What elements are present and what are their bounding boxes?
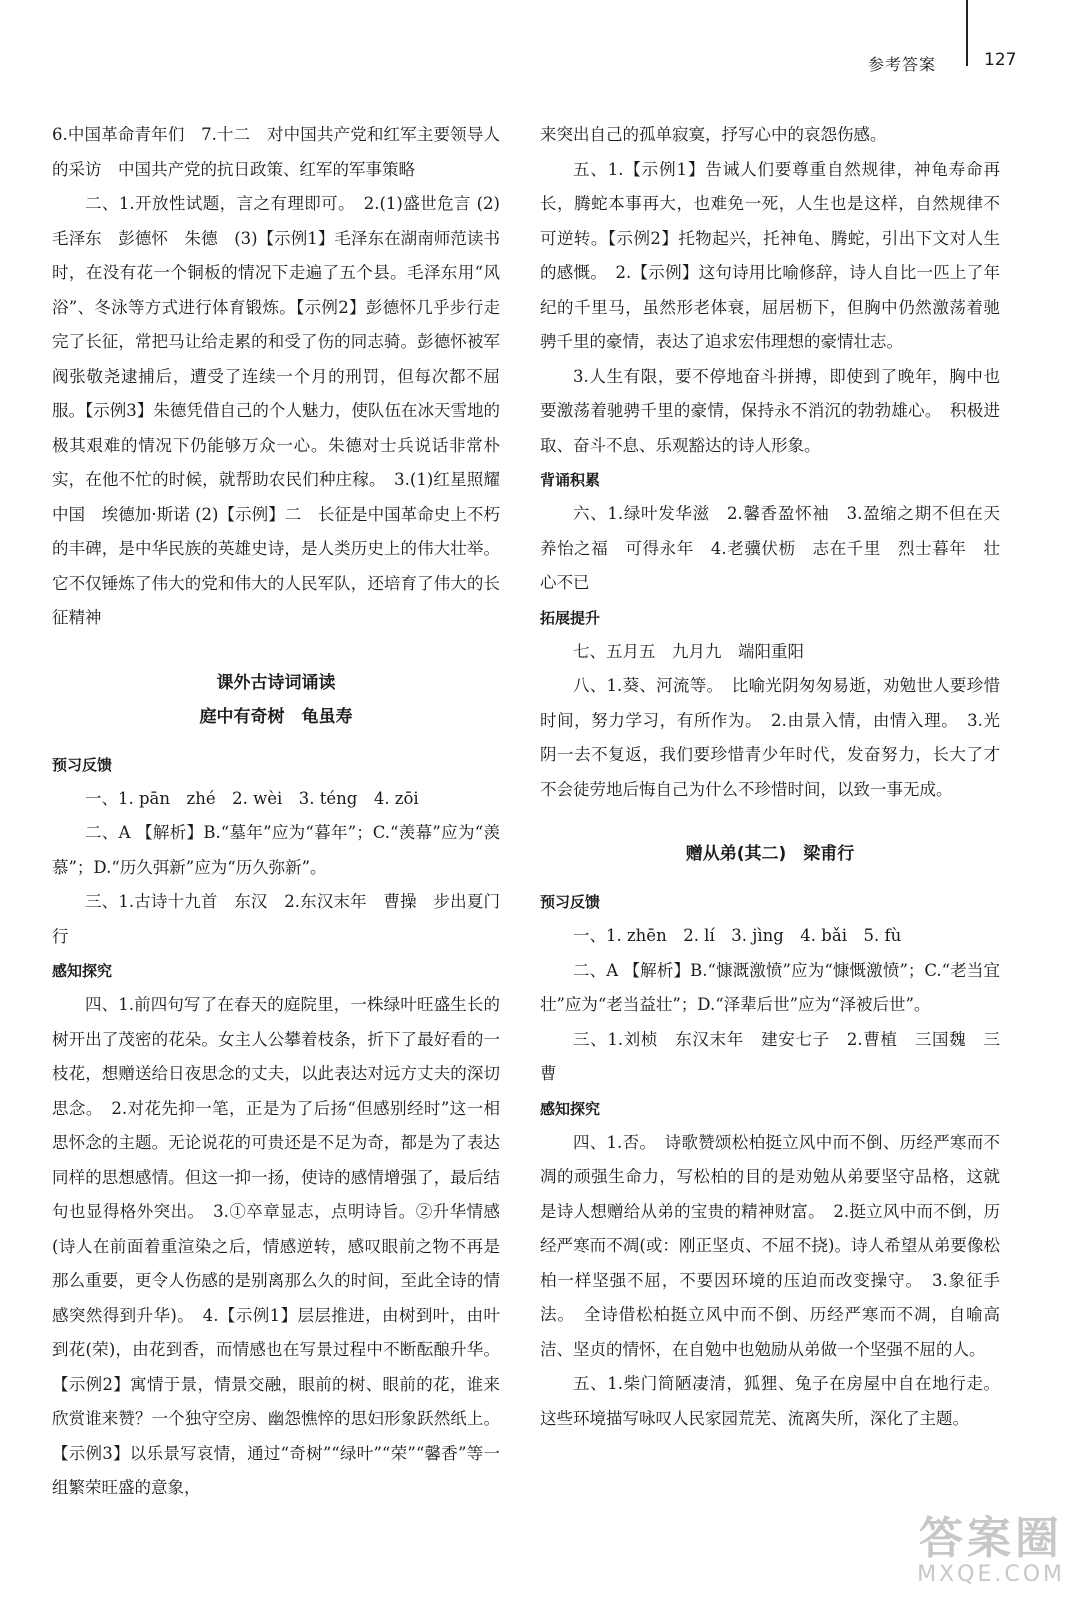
section-title: 课外古诗词诵读 <box>216 672 336 693</box>
answer-paragraph: 五、1.【示例1】告诫人们要尊重自然规律，神龟寿命再长，腾蛇本事再大，也难免一死，人生也是这样，自然规律不可逆转。【示例2】托物起兴，托神龟、腾蛇，引出下文对人生的感慨。 2.【示例】这句诗用比喻修辞，诗人自比一匹上了年纪的千里马，虽然形老体衰，屈居枥下，但胸中仍然激荡着驰骋千里的豪情，表达了追求宏伟理想的豪情壮志。 <box>540 159 1000 351</box>
watermark-logo <box>917 1513 1065 1588</box>
left-column <box>52 118 500 1506</box>
answer-paragraph: 二、A 【解析】B.“墓年”应为“暮年”；C.“羡幕”应为“羡慕”；D.“历久弭新”应为“历久弥新”。 <box>52 823 500 877</box>
answer-paragraph: 一、1. pān zhé 2. wèi 3. téng 4. zōi <box>85 788 419 808</box>
answer-paragraph: 一、1. zhēn 2. lí 3. jìng 4. bǎi 5. fù <box>573 926 902 945</box>
answer-paragraph: 三、1.刘桢 东汉末年 建安七子 2.曹植 三国魏 三曹 <box>540 1029 1000 1083</box>
answer-paragraph: 七、五月五 九月九 端阳重阳 <box>573 641 804 661</box>
subheading-recite: 背诵积累 <box>540 471 601 489</box>
answer-paragraph: 六、1.绿叶发华滋 2.馨香盈怀袖 3.盈缩之期不但在天 养怡之福 可得永年 4.老骥伏枥 志在千里 烈士暮年 壮心不已 <box>540 504 1017 592</box>
right-column <box>540 118 1017 1436</box>
answer-paragraph: 二、A 【解析】B.“慷溉激愤”应为“慷慨激愤”；C.“老当宜壮”应为“老当益壮”；D.“泽辈后世”应为“泽被后世”。 <box>540 960 1000 1014</box>
header-divider <box>966 0 968 66</box>
answer-paragraph: 三、1.古诗十九首 东汉 2.东汉末年 曹操 步出夏门行 <box>52 892 500 946</box>
answer-paragraph: 6.中国革命青年们 7.十二 对中国共产党和红军主要领导人的采访 中国共产党的抗日政策、红军的军事策略 <box>52 125 500 179</box>
answer-paragraph: 四、1.否。 诗歌赞颂松柏挺立风中而不倒、历经严寒而不凋的顽强生命力，写松柏的目的是劝勉从弟要坚守品格，这就是诗人想赠给从弟的宝贵的精神财富。 2.挺立风中而不倒，历经严寒而不凋(或：刚正坚贞、不屈不挠)。诗人希望从弟要像松柏一样坚强不屈，不要因环境的压迫而改变操守。 3.象征手法。 全诗借松柏挺立风中而不倒、历经严寒而不凋，自喻高洁、坚贞的情怀，在自勉中也勉励从弟做一个坚强不屈的人。 <box>540 1132 1000 1359</box>
watermark-top: 答案圈 <box>919 1513 1064 1564</box>
answer-paragraph: 五、1.柴门简陋凄清，狐狸、兔子在房屋中自在地行走。这些环境描写咏叹人民家园荒芜、流离失所，深化了主题。 <box>540 1374 1000 1428</box>
header-title: 参考答案 <box>868 55 937 74</box>
watermark-bottom: MXQE.COM <box>917 1562 1065 1587</box>
answer-paragraph: 3.人生有限，要不停地奋斗拼搏，即使到了晚年，胸中也要激荡着驰骋千里的豪情，保持永不消沉的勃勃雄心。 积极进取、奋斗不息、乐观豁达的诗人形象。 <box>540 366 1000 455</box>
subheading-explore-2: 感知探究 <box>540 1099 601 1118</box>
subheading-preview-2: 预习反馈 <box>540 893 601 911</box>
answer-paragraph: 二、1.开放性试题，言之有理即可。 2.(1)盛世危言 (2)毛泽东 彭德怀 朱德 (3)【示例1】毛泽东在湖南师范读书时，在没有花一个铜板的情况下走遍了五个县。毛泽东用“风浴”、冬泳等方式进行体育锻炼。【示例2】彭德怀几乎步行走完了长征，常把马让给走累的和受了伤的同志骑。彭德怀被军阀张敬尧逮捕后，遭受了连续一个月的刑罚，但每次都不屈服。【示例3】朱德凭借自己的个人魅力，使队伍在冰天雪地的极其艰难的情况下仍能够万众一心。朱德对士兵说话非常朴实，在他不忙的时候，就帮助农民们种庄稼。 3.(1)红星照耀中国 埃德加·斯诺 (2)【示例】二 长征是中国革命史上不朽的丰碑，是中华民族的英雄史诗，是人类历史上的伟大壮举。它不仅锤炼了伟大的党和伟大的人民军队，还培育了伟大的长征精神 <box>52 194 500 627</box>
subheading-extend: 拓展提升 <box>540 608 601 627</box>
intro-block <box>52 118 500 636</box>
page-header <box>0 40 1083 80</box>
section2-title: 赠从弟(其二) 梁甫行 <box>685 844 855 864</box>
answer-paragraph: 来突出自己的孤单寂寞，抒写心中的哀怨伤感。 <box>540 125 887 144</box>
answer-paragraph: 八、1.葵、河流等。 比喻光阴匆匆易逝，劝勉世人要珍惜时间，努力学习，有所作为。 2.由景入情，由情入理。 3.光阴一去不复返，我们要珍惜青少年时代，发奋努力，长大了才不会徒劳地后悔自己为什么不珍惜时间，以致一事无成。 <box>540 676 1000 799</box>
subheading-explore: 感知探究 <box>52 962 113 980</box>
subheading-preview: 预习反馈 <box>52 755 113 774</box>
answer-paragraph: 四、1.前四句写了在春天的庭院里，一株绿叶旺盛生长的树开出了茂密的花朵。女主人公攀着枝条，折下了最好看的一枝花，想赠送给日夜思念的丈夫，以此表达对远方丈夫的深切思念。 2.对花先抑一笔，正是为了后扬“但感别经时”这一相思怀念的主题。无论说花的可贵还是不足为奇，都是为了表达同样的思想感情。但这一抑一扬，使诗的感情增强了，最后结句也显得格外突出。 3.①卒章显志，点明诗旨。②升华情感(诗人在前面着重渲染之后，情感逆转，感叹眼前之物不再是那么重要，更令人伤感的是别离那么久的时间，至此全诗的情感突然得到升华)。 4.【示例1】层层推进，由树到叶，由叶到花(荣)，由花到香，而情感也在写景过程中不断酝酿升华。【示例2】寓情于景，情景交融，眼前的树、眼前的花，谁来欣赏谁来赞？一个独守空房、幽怨憔悴的思妇形象跃然纸上。【示例3】以乐景写哀情，通过“奇树”“绿叶”“荣”“馨香”等一组繁荣旺盛的意象， <box>52 995 500 1497</box>
page-number: 127 <box>984 50 1017 70</box>
section-subtitle: 庭中有奇树 龟虽寿 <box>199 706 353 727</box>
